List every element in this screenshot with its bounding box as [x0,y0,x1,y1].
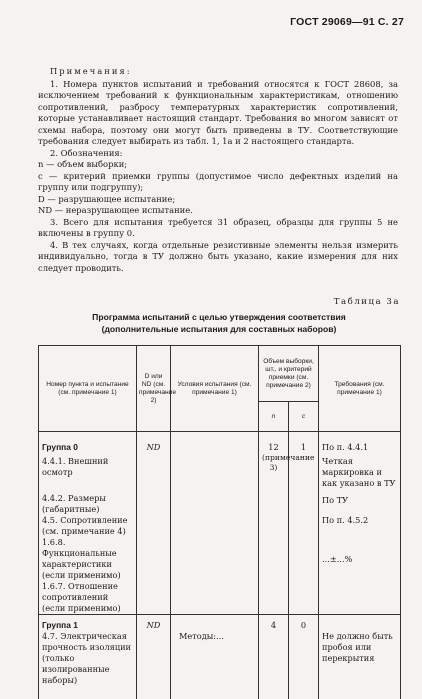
note-1: 1. Номера пунктов испытаний и требований относятся к ГОСТ 28608, за исключением требований к функциональным характеристикам, отношению сопротивлений, разбросу температурных характеристик сопротивлений, которые устанавливает настоящий стандарт. Требования во многом зависят от схемы набора, поэтому они могут быть приведены в ТУ. Соответствующие требования следует выбирать из табл. 1, 1а и 2 настоящего стандарта. [38,78,398,146]
note-2: 2. Обозначения: [50,147,123,158]
group1-n: 4 [259,615,289,699]
note-3: 3. Всего для испытания требуется 31 образец, образцы для группы 5 не включены в группу 0. [38,216,398,238]
table-number: Таблица 3а [333,297,400,307]
test-program-table [38,345,401,699]
col-header-sample: Объем выборки, шт., и критерий приемки (см. примечание 2) [259,346,319,402]
group0-req-2: Четкая маркировка и как указано в ТУ [322,456,396,488]
group0-n-value: 12 [268,442,279,452]
table-row-group0 [39,432,401,615]
group0-req-1: По п. 4.4.1 [322,442,369,452]
group0-req-5: ...±...% [322,554,353,564]
caption-line-1: Программа испытаний с целью утверждения соответствия [92,312,346,322]
group0-title: Группа 0 [42,442,78,452]
group1-item-1: 4.7. Электрическая прочность изоляции (только изолированные наборы) [42,631,131,685]
group1-dnd: ND [137,615,171,699]
group0-item-5: 1.6.7. Отношение сопротивлений (если применимо) [42,581,121,613]
note-4: 4. В тех случаях, когда отдельные резистивные элементы нельзя измерить индивидуально, тогда в ТУ должно быть указано, какие измерения для них следует проводить. [38,239,398,273]
definition-nd: ND — неразрушающее испытание. [38,205,193,215]
caption-line-2: (дополнительные испытания для составных наборов) [101,323,337,334]
group0-n [259,432,315,615]
group0-req-4: По п. 4.5.2 [322,515,369,525]
group1-requirement: Не должно быть пробоя или перекрытия [319,615,401,699]
group0-req-3: По ТУ [322,495,349,505]
group0-item-2: 4.4.2. Размеры (габаритные) [42,493,106,514]
group1-title: Группа 1 [42,620,78,630]
group0-item-3: 4.5. Сопротивление (см. примечание 4) [42,515,128,536]
definition-c: c — критерий приемки группы (допустимое число дефектных изделий на группу или подгруппу); [38,170,398,192]
page-header: ГОСТ 29069—91 С. 27 [290,16,404,28]
notes-section [38,66,398,274]
group1-conditions: Методы:... [171,615,259,699]
col-header-requirements: Требования (см. примечание 1) [319,346,401,432]
group1-items [39,615,137,699]
group0-item-4: 1.6.8. Функциональные характеристики (если применимо) [42,537,121,580]
definition-n: n — объем выборки; [38,159,128,169]
group0-c: 1 [289,432,319,615]
col-header-conditions: Условия испытания (см. примечание 1) [171,346,259,432]
col-header-dnd: D или ND (см. примечание 2) [137,346,171,432]
group0-n-note: (примечание 3) [262,453,315,472]
group0-requirements [319,432,401,615]
table-row-group1 [39,615,401,699]
group0-items [39,432,137,615]
table-caption [38,312,400,335]
col-header-c: c [289,402,319,432]
group0-dnd: ND [137,432,171,615]
group1-c: 0 [289,615,319,699]
group0-conditions [171,432,259,615]
notes-title: Примечания: [50,66,132,76]
col-header-item: Номер пункта и испытание (см. примечание 1) [39,346,137,432]
definition-d: D — разрушающее испытание; [38,193,176,204]
col-header-n: n [259,402,289,432]
group0-item-1: 4.4.1. Внешний осмотр [42,456,109,477]
